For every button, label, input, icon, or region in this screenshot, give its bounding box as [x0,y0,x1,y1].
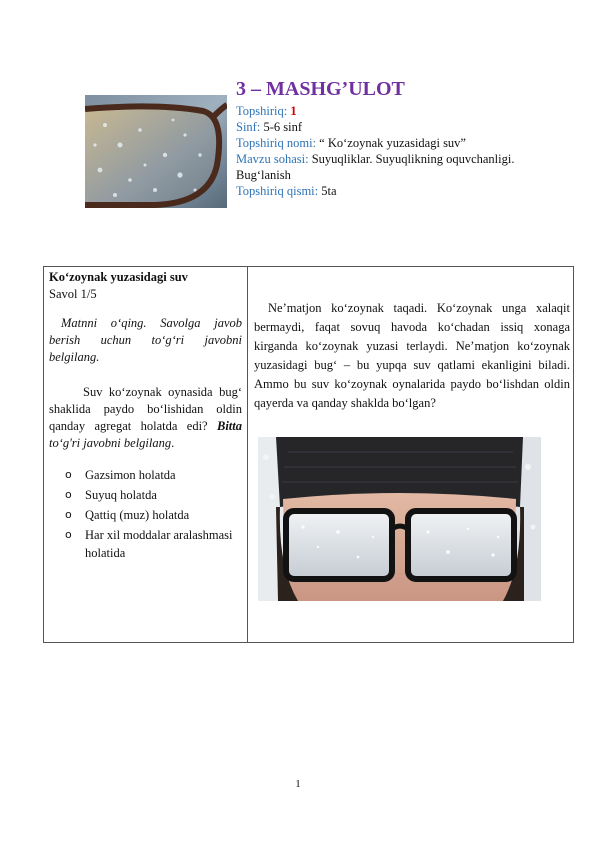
fogged-glasses-closeup-image [85,95,227,208]
question-text [49,384,242,452]
question-column [49,269,242,564]
reading-passage: Ne’matjon ko‘zoynak taqadi. Ko‘zoynak unga xalaqit bermaydi, faqat sovuq havoda ko‘chadan issiq xonaga kirganda ko‘zoynak yuzasi terlaydi. Ne’matjon ko‘zoynak yuzasidagi bug‘ – bu yupqa suv qatlami ekanligini biladi. Ammo bu suv ko‘zoynak oynalarida paydo bo‘lishdan oldin qayerda va qanday shaklda bo‘lgan? [254,301,570,410]
radio-circle-icon[interactable]: o [65,528,72,541]
task-parts-label: Topshiriq qismi: [236,184,319,198]
task-metadata [236,103,566,199]
answer-option[interactable] [65,486,242,504]
instruction-text: Matnni o‘qing. Savolga javob berish uchun to‘g‘ri javobni belgilang. [49,316,242,364]
question-number: Savol 1/5 [49,287,97,301]
task-table [43,266,574,643]
question-tail: to‘g'ri javobni belgilang [49,436,172,450]
person-with-fogged-glasses-image [258,437,541,601]
task-name-value: “ Ko‘zoynak yuzasidagi suv” [319,136,466,150]
radio-circle-icon[interactable]: o [65,488,72,501]
task-name-label: Topshiriq nomi: [236,136,317,150]
task-parts-value: 5ta [321,184,337,198]
topic-label: Mavzu sohasi: [236,152,309,166]
grade-label: Sinf: [236,120,261,134]
radio-circle-icon[interactable]: o [65,508,72,521]
answer-option-label: Gazsimon holatda [85,468,176,482]
task-label: Topshiriq: [236,104,288,118]
question-body: Suv ko‘zoynak oynasida bug‘ shaklida paydo bo‘lishidan oldin qanday agregat holatda edi? [49,385,242,433]
answer-option-label: Suyuq holatda [85,488,157,502]
answer-option[interactable] [65,506,242,524]
answer-option-label: Qattiq (muz) holatda [85,508,190,522]
task-value: 1 [290,104,297,118]
topic-value: Suyuqliklar. Suyuqlikning oquvchanligi. Bug‘lanish [236,152,515,182]
answer-options [49,466,242,562]
question-bold-word: Bitta [216,419,242,433]
question-heading: Ko‘zoynak yuzasidagi suv [49,270,188,284]
answer-option[interactable] [65,466,242,484]
page-title: 3 – MASHG’ULOT [236,78,405,100]
column-divider [247,267,248,642]
radio-circle-icon[interactable]: o [65,468,72,481]
page-number: 1 [295,778,301,790]
answer-option[interactable] [65,526,242,562]
answer-option-label: Har xil moddalar aralashmasi holatida [85,528,233,560]
grade-value: 5-6 sinf [263,120,302,134]
question-end: . [171,436,175,450]
